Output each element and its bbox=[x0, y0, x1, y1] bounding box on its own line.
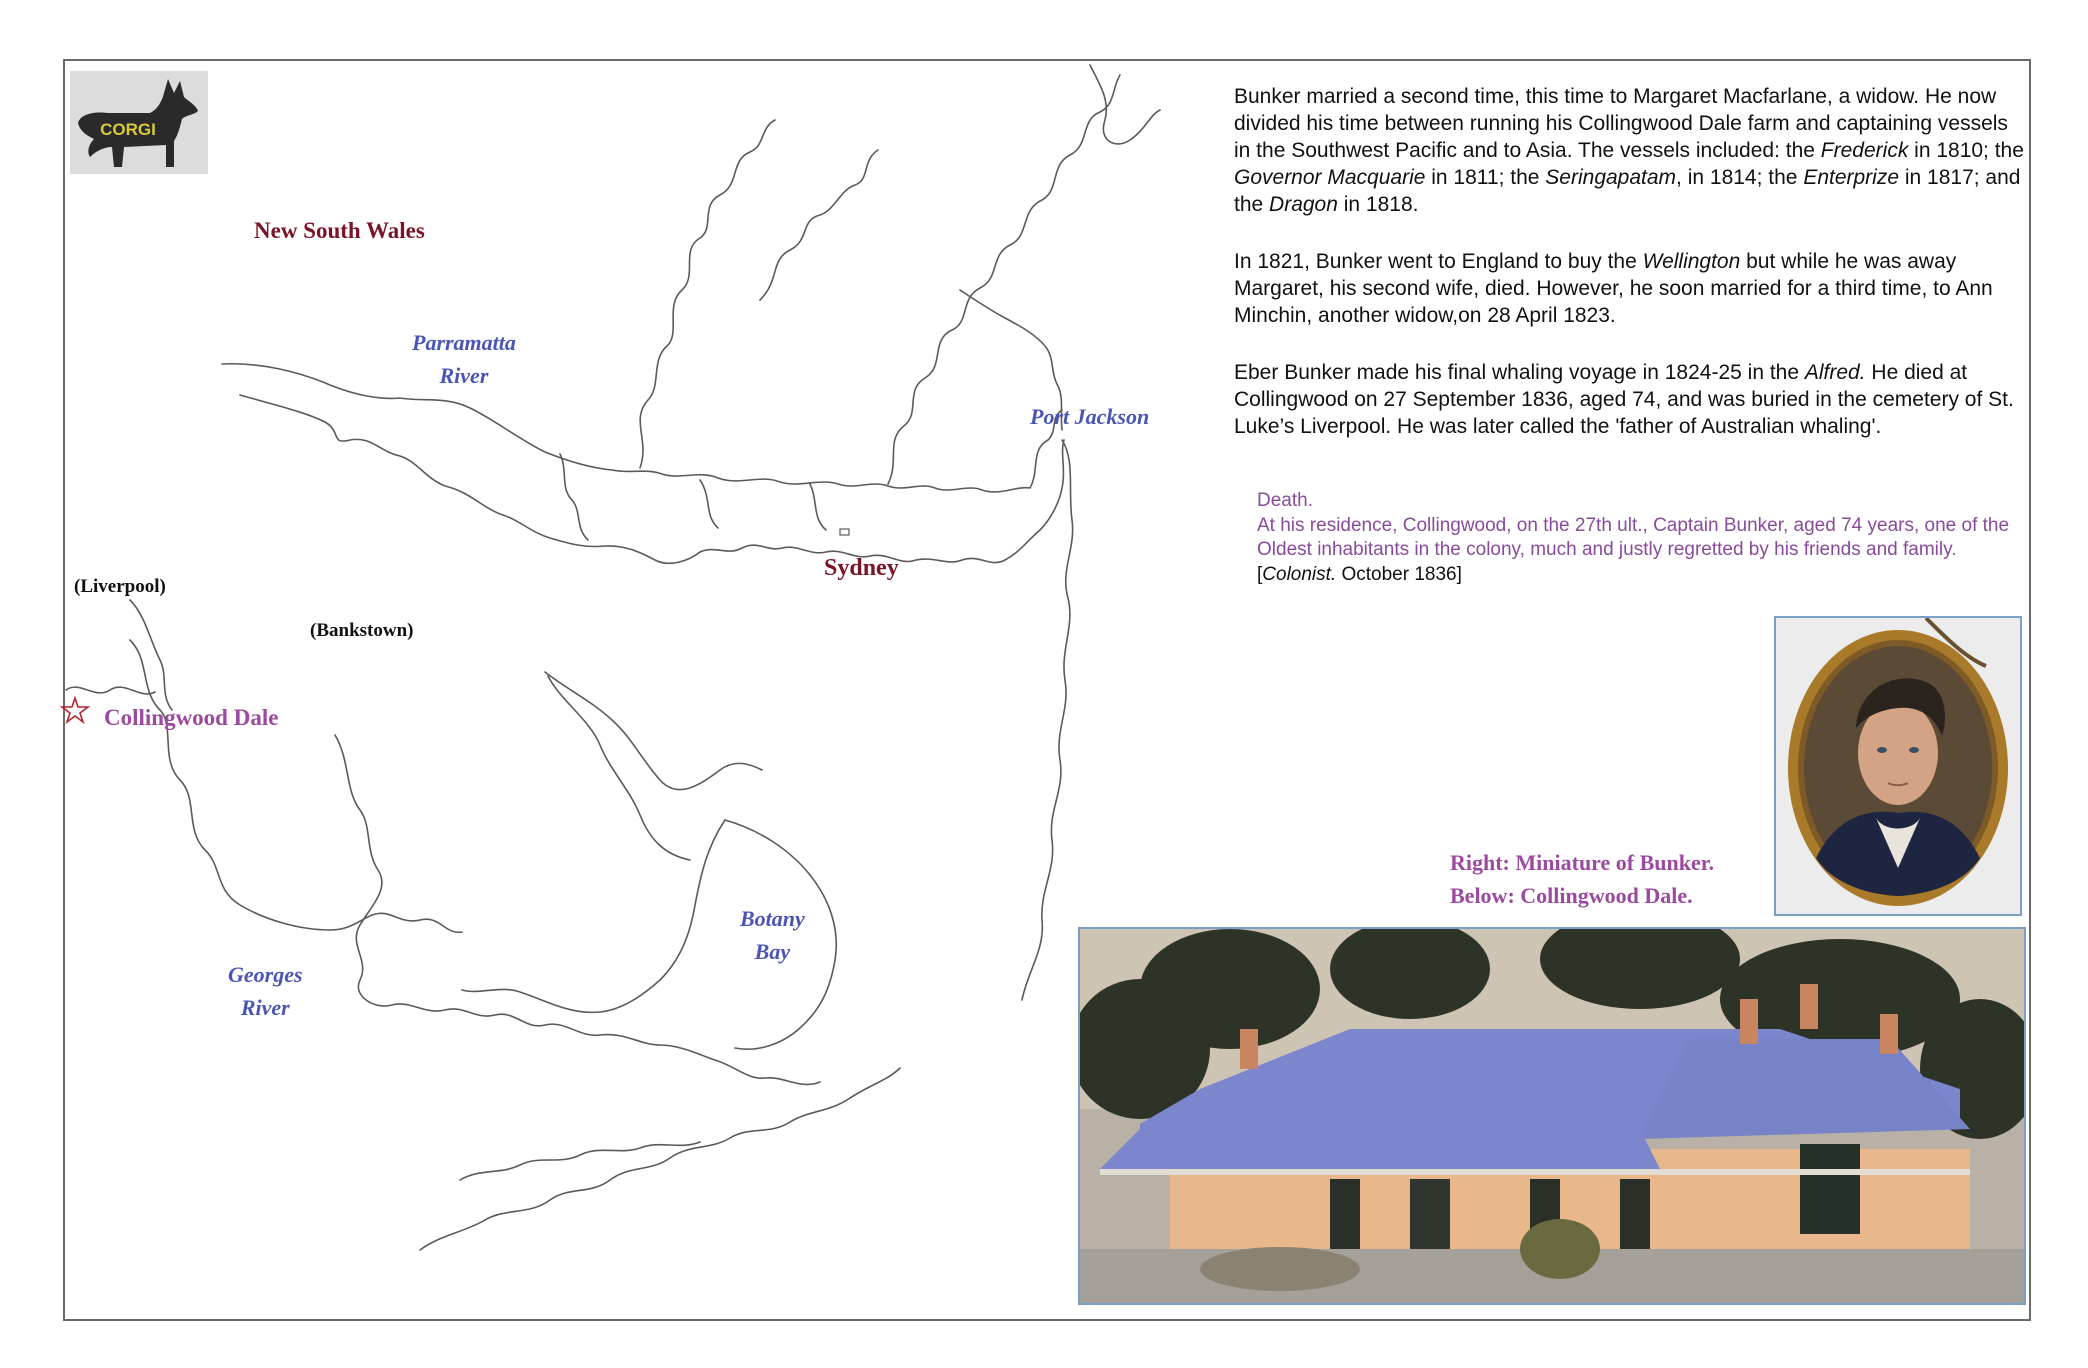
text-run: , in 1814; the bbox=[1676, 166, 1804, 189]
cooks-river bbox=[545, 672, 762, 790]
caption-line2: Below: Collingwood Dale. bbox=[1450, 883, 1693, 908]
paragraph-3 bbox=[1234, 359, 2024, 440]
text-run: Enterprize bbox=[1803, 166, 1900, 189]
text-run: Eber Bunker made his final whaling voyage in 1824-25 in the bbox=[1234, 361, 1805, 384]
liverpool-label: (Liverpool) bbox=[74, 576, 166, 597]
state-label: New South Wales bbox=[254, 218, 425, 243]
creek-3 bbox=[810, 484, 826, 530]
collingwood-dale-photo bbox=[1078, 927, 2026, 1305]
bankstown-label: (Bankstown) bbox=[310, 620, 414, 641]
text-run: He died at Collingwood on 27 September 1836, aged 74, and was buried in the cemetery of St. Luke’s Liverpool. He was later called the 'father of Australian whaling'. bbox=[1234, 361, 2014, 438]
eastern-coast bbox=[1022, 440, 1073, 1000]
kurnell-shore bbox=[420, 1068, 900, 1250]
text-run: in 1818. bbox=[1337, 193, 1419, 216]
port-jackson-label: Port Jackson bbox=[1030, 404, 1150, 429]
creek-1 bbox=[560, 454, 588, 540]
paragraph-1 bbox=[1234, 83, 2024, 218]
text-run: Dragon bbox=[1269, 193, 1338, 216]
portrait-image bbox=[1776, 618, 2020, 914]
liverpool-creek bbox=[548, 676, 690, 860]
bunker-miniature-portrait bbox=[1774, 616, 2022, 916]
creek-2 bbox=[700, 480, 718, 528]
parramatta-line2: River bbox=[439, 363, 489, 388]
death-source-rest: October 1836] bbox=[1336, 563, 1462, 585]
logo-text: CORGI bbox=[100, 120, 156, 139]
death-source-open: [ bbox=[1257, 563, 1263, 585]
sydney-pin bbox=[840, 529, 849, 535]
georges-river-label bbox=[228, 958, 303, 1024]
inlet-lane-cove bbox=[640, 120, 775, 468]
inlet-northern-coast bbox=[1090, 65, 1160, 144]
photo-caption bbox=[1450, 846, 1714, 912]
text-run: in 1811; the bbox=[1425, 166, 1546, 189]
death-notice bbox=[1257, 489, 2037, 587]
text-run: In 1821, Bunker went to England to buy the bbox=[1234, 250, 1643, 273]
death-body bbox=[1257, 514, 2037, 588]
text-run: Wellington bbox=[1642, 250, 1741, 273]
botany-north-shore bbox=[462, 820, 725, 1012]
collingwood-star-icon bbox=[62, 698, 88, 722]
parramatta-line1: Parramatta bbox=[412, 330, 516, 355]
corgi-dog-icon bbox=[70, 71, 208, 174]
biography-text bbox=[1234, 83, 2024, 470]
death-source-title: Colonist. bbox=[1262, 563, 1337, 585]
georges-line2: River bbox=[240, 995, 290, 1020]
house-image bbox=[1080, 929, 2024, 1303]
botany-bay-label bbox=[740, 902, 805, 968]
collingwood-dale-label: Collingwood Dale bbox=[104, 705, 279, 730]
death-heading: Death. bbox=[1257, 490, 1313, 511]
parramatta-north-shore bbox=[222, 364, 1062, 492]
georges-river-north bbox=[130, 640, 462, 932]
botany-line2: Bay bbox=[754, 939, 791, 964]
text-run: Frederick bbox=[1820, 139, 1909, 162]
corgi-logo bbox=[70, 71, 208, 174]
text-run: Seringapatam bbox=[1545, 166, 1677, 189]
text-run: in 1810; the bbox=[1908, 139, 2024, 162]
caption-line1: Right: Miniature of Bunker. bbox=[1450, 850, 1715, 875]
text-run: Governor Macquarie bbox=[1234, 166, 1426, 189]
inlet-upper-branch bbox=[760, 150, 878, 300]
sydney-label: Sydney bbox=[824, 555, 899, 581]
parramatta-river-label bbox=[412, 326, 516, 392]
text-run: Alfred. bbox=[1804, 361, 1866, 384]
death-body-text: At his residence, Collingwood, on the 27th ult., Captain Bunker, aged 74 years, one of the Oldest inhabitants in the colony, much and justly regretted by his friends and family. bbox=[1257, 514, 2010, 560]
text-run: but while he was away Margaret, his second wife, died. However, he soon married for a third time, to Ann Minchin, another widow,on 28 April 1823. bbox=[1234, 250, 1993, 327]
parramatta-south-shore bbox=[240, 395, 1064, 563]
botany-line1: Botany bbox=[740, 906, 805, 931]
text-run: in 1817; and the bbox=[1234, 166, 2021, 216]
text-run: Bunker married a second time, this time to Margaret Macfarlane, a widow. He now divided his time between running his Collingwood Dale farm and captaining vessels in the Southwest Pacific and to Asia. The vessels included: the bbox=[1234, 85, 2008, 162]
georges-line1: Georges bbox=[228, 962, 303, 987]
paragraph-2 bbox=[1234, 248, 2024, 329]
western-branch bbox=[66, 687, 155, 694]
